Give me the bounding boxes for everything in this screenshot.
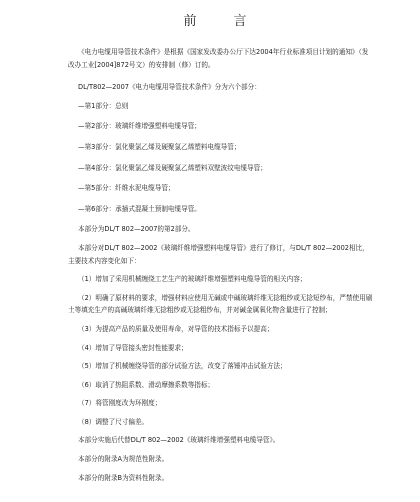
page-title: 前 言 <box>183 14 259 29</box>
replacement-statement: 本部分实施后代替DL/T 802—2002《玻璃纤维增强塑料电缆导管》。 <box>78 436 280 445</box>
parts-intro-paragraph: DL/T802—2007《电力电缆用导管技术条件》分为六个部分： <box>78 83 261 92</box>
list-item: （6）取消了热阻系数、滑动摩擦系数等指标； <box>78 380 215 389</box>
list-item: （4）增加了导管接头密封性能要求； <box>78 343 188 352</box>
list-item: （1）增加了采用机械缠绕工艺生产的玻璃纤维增强塑料电缆导管的相关内容； <box>78 275 307 284</box>
annex-a-statement: 本部分的附录A为规范性附录。 <box>78 455 169 464</box>
changes-list <box>68 273 374 428</box>
list-item: —第2部分：玻璃纤维增强塑料电缆导管； <box>78 122 201 131</box>
list-item: （8）调整了尺寸偏差。 <box>78 417 149 426</box>
list-item: （5）增加了机械缠绕导管的部分试验方法，改变了落锤冲击试验方法； <box>78 362 287 371</box>
revision-paragraph: 本部分对DL/T 802—2002《玻璃纤维增强塑料电缆导管》进行了修订，与DL/T 802—2002相比，主要技术内容变化如下： <box>68 243 369 265</box>
list-item: —第4部分：氯化聚氯乙烯及硬聚氯乙烯塑料双壁波纹电缆导管； <box>78 163 267 172</box>
intro-paragraph: 《电力电缆用导管技术条件》是根据《国家发改委办公厅下达2004年行业标准项目计划的通知》（发改办工业[2004]872号文）的安排制（修）订的。 <box>68 48 369 69</box>
list-item: （7）将管刚度改为环刚度； <box>78 399 162 408</box>
list-item: （2）明确了原材料的要求，增强材料应使用无碱或中碱玻璃纤维无捻粗纱或无捻短纱布，严禁使用刷土等填充生产的高碱玻璃纤维无捻粗纱或无捻粗纱布，并对碱金属氧化物含量进行了控制； <box>68 293 373 315</box>
list-item: —第1部分：总则 <box>78 101 129 110</box>
parts-list <box>68 100 374 216</box>
list-item: —第6部分：承插式混凝土预制电缆导管。 <box>78 204 201 213</box>
list-item: —第5部分：纤维水泥电缆导管； <box>78 184 175 193</box>
part-statement: 本部分为DL/T 802—2007的第2部分。 <box>78 225 195 234</box>
annex-b-statement: 本部分的附录B为资料性附录。 <box>78 473 169 482</box>
list-item: （3）为提高产品的质量及使用寿命，对导管的技术指标予以提高； <box>78 324 274 333</box>
list-item: —第3部分：氯化聚氯乙烯及硬聚氯乙烯塑料电缆导管； <box>78 142 241 151</box>
